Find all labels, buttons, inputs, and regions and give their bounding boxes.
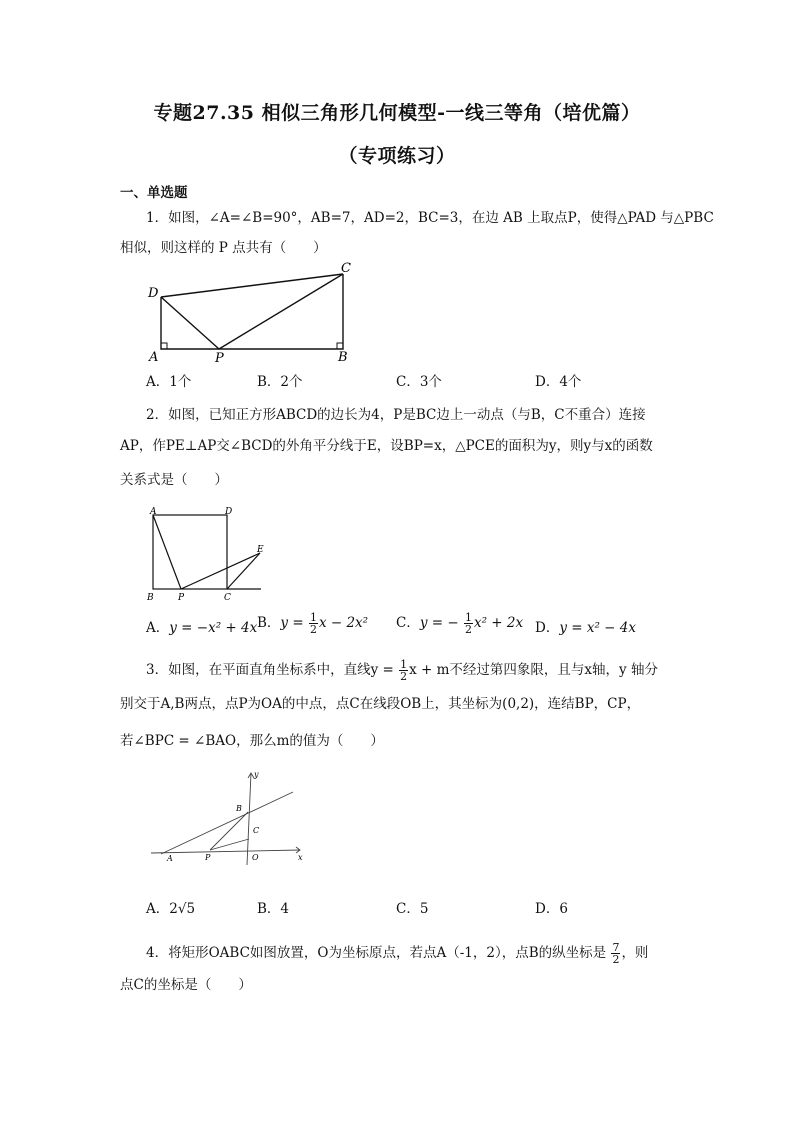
q2-option-b-fraction — [309, 612, 318, 635]
q2-segment-ap — [153, 515, 181, 589]
q2-text-line3: 关系式是（ ） — [120, 472, 228, 488]
section-heading: 一、单选题 — [120, 185, 188, 201]
q3-label-b: B — [236, 804, 242, 813]
q3-option-d[interactable]: D．6 — [535, 901, 568, 917]
q2-option-b-num: 1 — [309, 611, 317, 624]
q2-option-c-right: x² + 2x — [473, 615, 524, 631]
q3-text-line2: 别交于A,B两点，点P为OA的中点，点C在线段OB上，其坐标为(0,2)，连结BP，CP， — [120, 696, 641, 712]
q2-bisector-ce — [227, 553, 260, 589]
q3-label-o: O — [252, 853, 259, 862]
q2-option-d-prefix: D． — [535, 620, 560, 636]
q3-frac-num: 1 — [400, 658, 408, 671]
q2-option-b-den: 2 — [309, 623, 317, 636]
q1-label-c: C — [341, 261, 351, 276]
q3-text-line3: 若∠BPC = ∠BAO，那么m的值为（ ） — [120, 733, 384, 749]
q2-option-d-formula: y = x² − 4x — [559, 620, 636, 636]
q1-text-line2: 相似，则这样的 P 点共有（ ） — [120, 240, 327, 256]
q4-frac-num: 7 — [612, 941, 620, 954]
q3-label-c: C — [253, 826, 260, 835]
q3-option-a[interactable]: A．2√5 — [146, 901, 196, 917]
q3-line-ab — [161, 792, 293, 854]
q3-line-fraction — [399, 659, 408, 682]
q2-option-c-fraction — [464, 612, 473, 635]
q2-label-a: A — [150, 507, 157, 517]
q1-option-b[interactable]: B．2个 — [257, 374, 303, 390]
q1-label-b: B — [338, 350, 348, 365]
q1-option-a[interactable]: A．1个 — [146, 374, 192, 390]
q2-option-a[interactable] — [146, 618, 257, 638]
q3-option-b[interactable]: B．4 — [257, 901, 290, 917]
q2-option-b-prefix: B． — [257, 615, 281, 631]
q4-text-line2: 点C的坐标是（ ） — [120, 977, 252, 993]
q1-option-c[interactable]: C．3个 — [396, 374, 442, 390]
q1-label-a: A — [149, 350, 159, 365]
q3-label-p: P — [205, 853, 211, 862]
q2-option-b-left: y = — [280, 615, 304, 631]
q1-segment-dc — [161, 274, 343, 297]
q2-label-p: P — [178, 593, 185, 603]
page-subtitle: （专项练习） — [338, 145, 456, 167]
q3-figure — [148, 768, 313, 868]
q2-label-c: C — [224, 593, 231, 603]
q2-option-a-formula: y = −x² + 4x — [169, 620, 258, 636]
q1-figure — [140, 260, 370, 368]
q4-fraction — [611, 942, 620, 965]
q2-figure — [143, 503, 273, 605]
q3-x-axis — [151, 850, 300, 853]
q2-label-d: D — [225, 507, 233, 517]
q2-option-b-right: x − 2x² — [318, 615, 369, 631]
q1-label-d: D — [148, 286, 159, 301]
q3-text-line1 — [146, 659, 658, 682]
q4-line1-end: ，则 — [621, 945, 649, 961]
page-title: 专题27.35 相似三角形几何模型-一线三等角（培优篇） — [153, 102, 641, 124]
q1-segment-pc — [219, 274, 343, 349]
q3-label-a: A — [167, 854, 173, 863]
q1-text-line1: 1．如图，∠A=∠B=90°，AB=7，AD=2，BC=3，在边 AB 上取点P，使得△PAD 与△PBC — [146, 210, 714, 226]
q2-option-c-prefix: C． — [396, 615, 420, 631]
q2-segment-pe — [181, 553, 260, 589]
q1-label-p: P — [215, 351, 224, 366]
q2-option-d[interactable] — [535, 618, 636, 638]
q2-label-e: E — [257, 545, 264, 555]
q2-option-c-left: y = − — [419, 615, 459, 631]
q1-option-d[interactable]: D．4个 — [535, 374, 582, 390]
q3-label-y: y — [254, 770, 259, 779]
q2-text-line1: 2．如图，已知正方形ABCD的边长为4，P是BC边上一动点（与B，C不重合）连接 — [146, 407, 646, 423]
q2-option-c-den: 2 — [464, 623, 472, 636]
q1-right-angle-a — [161, 343, 167, 349]
q3-label-x: x — [298, 853, 303, 862]
q3-line1-start: 3．如图，在平面直角坐标系中，直线y = — [146, 662, 394, 678]
q2-option-a-prefix: A． — [146, 620, 170, 636]
q4-text-line1 — [146, 942, 648, 965]
q3-frac-den: 2 — [400, 670, 408, 683]
q2-option-b[interactable] — [257, 612, 368, 635]
q1-segment-dp — [161, 297, 219, 349]
q2-option-c[interactable] — [396, 612, 523, 635]
q3-option-c[interactable]: C．5 — [396, 901, 429, 917]
q2-option-c-num: 1 — [464, 611, 472, 624]
q2-label-b: B — [147, 593, 154, 603]
q2-square — [153, 515, 227, 589]
q3-line1-end: x + m不经过第四象限，且与x轴，y 轴分 — [409, 662, 658, 678]
q1-right-angle-b — [337, 343, 343, 349]
q4-frac-den: 2 — [612, 953, 620, 966]
q4-line1-start: 4．将矩形OABC如图放置，O为坐标原点，若点A（-1，2），点B的纵坐标是 — [146, 945, 607, 961]
q2-text-line2: AP，作PE⊥AP交∠BCD的外角平分线于E，设BP=x，△PCE的面积为y，则y与x的函数 — [120, 438, 653, 454]
